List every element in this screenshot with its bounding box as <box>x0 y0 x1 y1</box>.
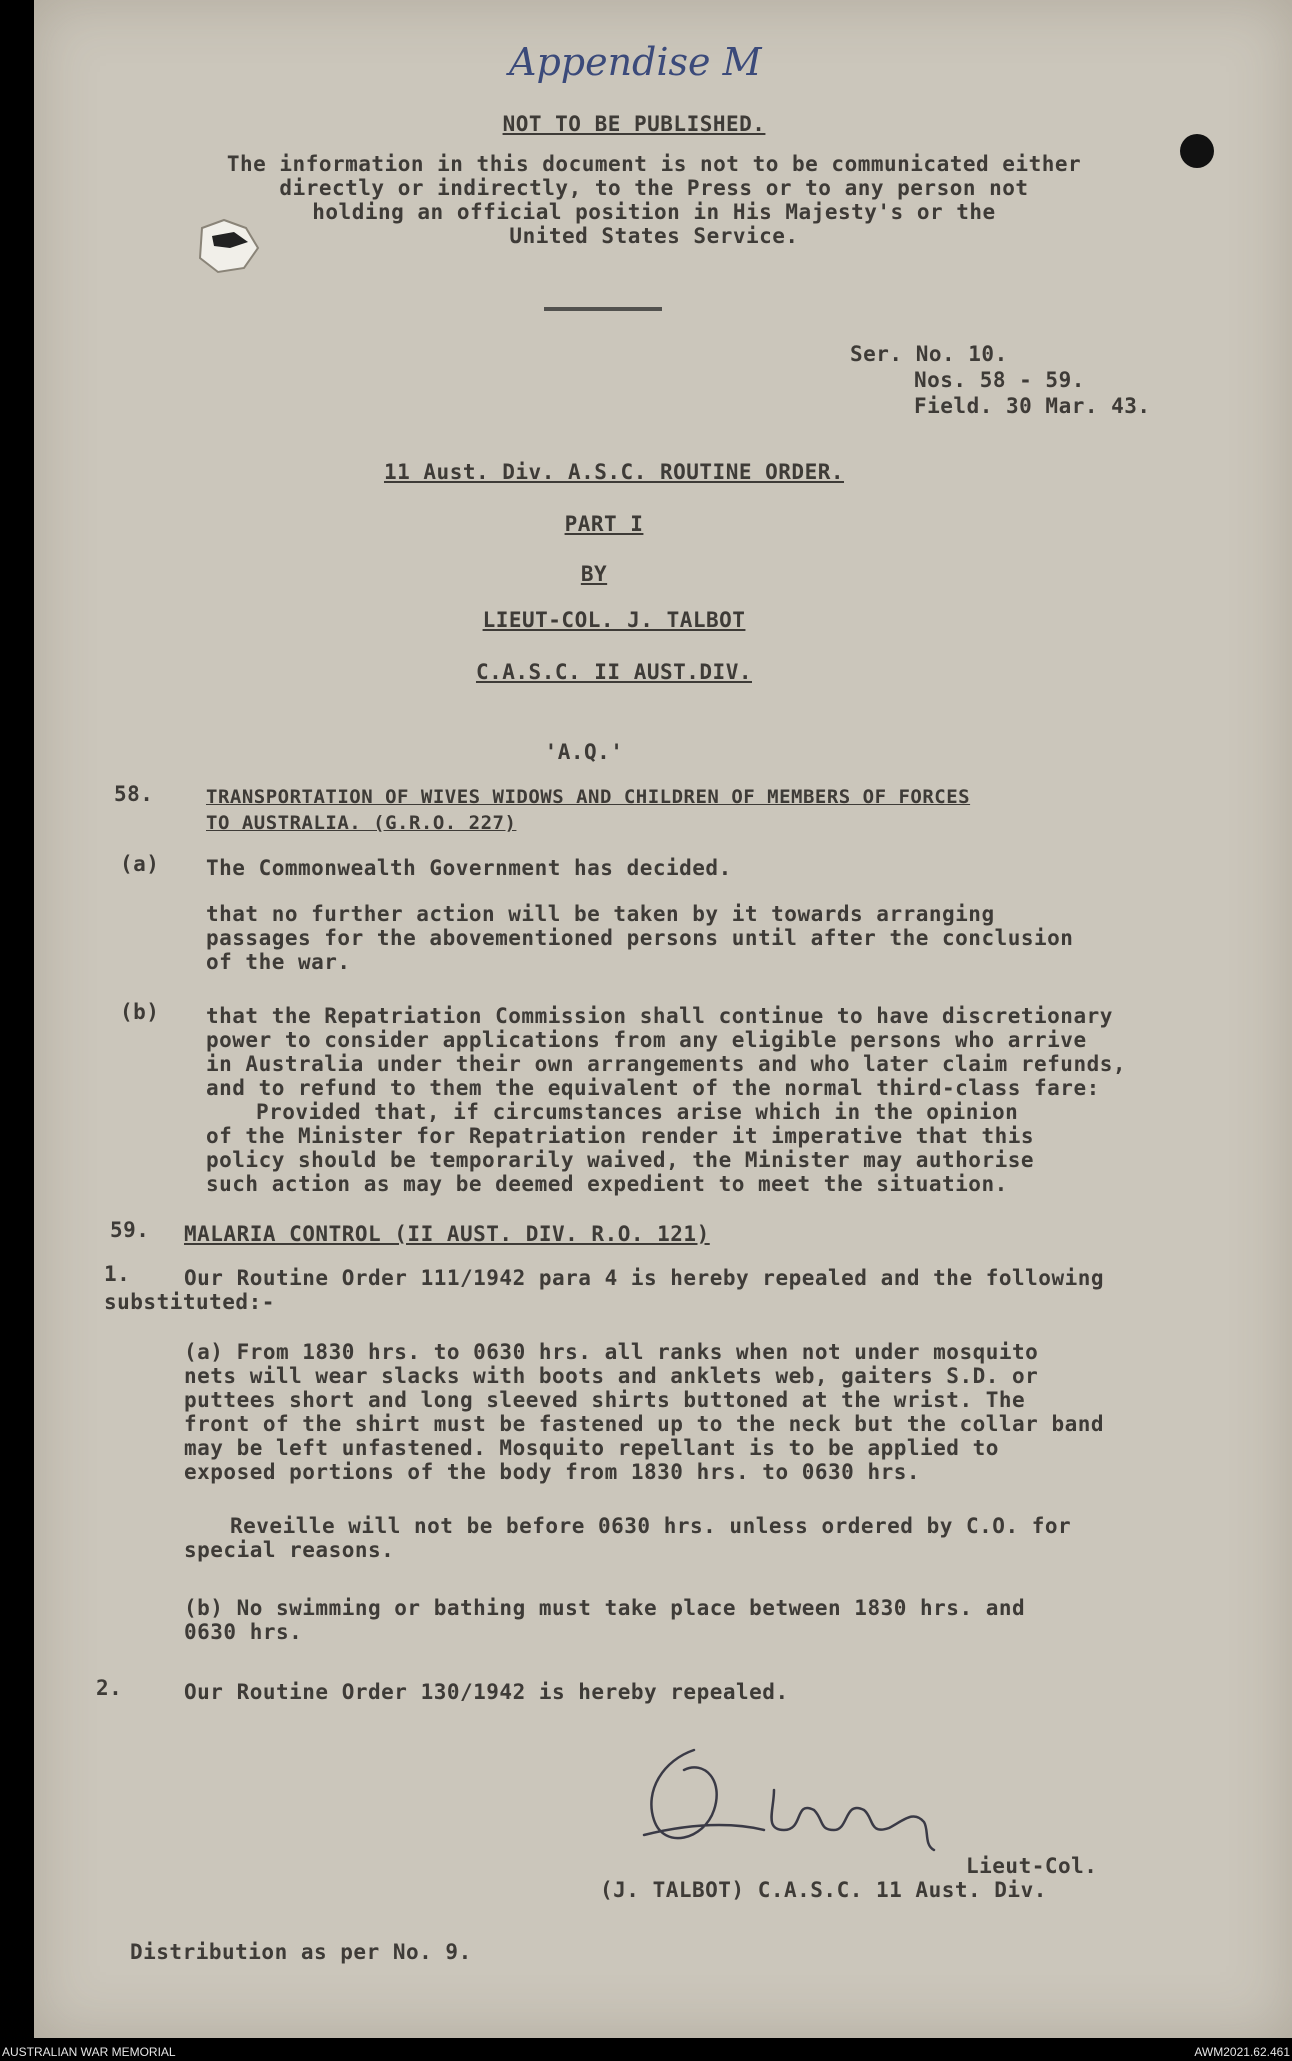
security-heading: NOT TO BE PUBLISHED. <box>502 112 766 136</box>
para-line: of the Minister for Repatriation render it imperative that this <box>206 1124 1035 1148</box>
para-line: Reveille will not be before 0630 hrs. unless ordered by C.O. for <box>230 1514 1072 1538</box>
item-number: 58. <box>114 782 154 806</box>
archive-reference: AWM2021.62.461 <box>1194 2045 1290 2059</box>
para-line: substituted:- <box>104 1290 275 1314</box>
handwritten-annotation: Appendise M <box>509 40 762 84</box>
para-line: Our Routine Order 111/1942 para 4 is hereby repealed and the following <box>184 1266 1105 1290</box>
para-line: of the war. <box>206 950 351 974</box>
item-heading: TO AUSTRALIA. (G.R.O. 227) <box>206 812 517 834</box>
document-page <box>34 0 1292 2038</box>
para-line: policy should be temporarily waived, the Minister may authorise <box>206 1148 1035 1172</box>
para-line: power to consider applications from any eligible persons who arrive <box>206 1028 1087 1052</box>
notice-line: The information in this document is not to be communicated either <box>226 152 1082 176</box>
by-line: BY <box>580 562 608 586</box>
para-line: that no further action will be taken by it towards arranging <box>206 902 995 926</box>
notice-line: holding an official position in His Majesty's or the <box>312 200 996 224</box>
divider <box>544 307 662 311</box>
archive-name: AUSTRALIAN WAR MEMORIAL <box>2 2045 176 2059</box>
para-line: 0630 hrs. <box>184 1620 303 1644</box>
item-number: 59. <box>110 1218 150 1242</box>
para-line: nets will wear slacks with boots and anklets web, gaiters S.D. or <box>184 1364 1039 1388</box>
para-line: Our Routine Order 130/1942 is hereby repealed. <box>184 1680 789 1704</box>
signature <box>624 1740 954 1870</box>
order-title: 11 Aust. Div. A.S.C. ROUTINE ORDER. <box>383 460 844 484</box>
officer-name: LIEUT-COL. J. TALBOT <box>482 608 746 632</box>
para-line: The Commonwealth Government has decided. <box>206 856 732 880</box>
para-number: 1. <box>104 1262 131 1286</box>
para-label: (b) <box>120 1000 160 1024</box>
notice-line: directly or indirectly, to the Press or to any person not <box>279 176 1029 200</box>
para-line: puttees short and long sleeved shirts buttoned at the wrist. The <box>184 1388 1026 1412</box>
item-heading: MALARIA CONTROL (II AUST. DIV. R.O. 121) <box>184 1222 710 1246</box>
para-line: in Australia under their own arrangements and who later claim refunds, <box>206 1052 1127 1076</box>
para-line: may be left unfastened. Mosquito repellant is to be applied to <box>184 1436 999 1460</box>
signoff-rank: Lieut-Col. <box>966 1854 1098 1878</box>
para-line: that the Repatriation Commission shall continue to have discretionary <box>206 1004 1113 1028</box>
serial-number: Ser. No. 10. <box>850 342 1008 366</box>
officer-position: C.A.S.C. II AUST.DIV. <box>475 660 752 684</box>
item-heading: TRANSPORTATION OF WIVES WIDOWS AND CHILDREN OF MEMBERS OF FORCES <box>206 786 971 808</box>
para-line: and to refund to them the equivalent of the normal third-class fare: <box>206 1076 1100 1100</box>
notice-line: United States Service. <box>509 224 799 248</box>
para-line: (a) From 1830 hrs. to 0630 hrs. all ranks when not under mosquito <box>184 1340 1039 1364</box>
para-line: Provided that, if circumstances arise which in the opinion <box>256 1100 1019 1124</box>
distribution-note: Distribution as per No. 9. <box>130 1940 472 1964</box>
para-line: front of the shirt must be fastened up to the neck but the collar band <box>184 1412 1105 1436</box>
para-line: passages for the abovementioned persons until after the conclusion <box>206 926 1074 950</box>
para-line: (b) No swimming or bathing must take place between 1830 hrs. and <box>184 1596 1026 1620</box>
signoff-name: (J. TALBOT) C.A.S.C. 11 Aust. Div. <box>600 1878 1047 1902</box>
para-line: special reasons. <box>184 1538 395 1562</box>
para-line: exposed portions of the body from 1830 hrs. to 0630 hrs. <box>184 1460 921 1484</box>
part-title: PART I <box>564 512 644 536</box>
para-label: (a) <box>120 852 160 876</box>
para-line: such action as may be deemed expedient to meet the situation. <box>206 1172 1008 1196</box>
para-number: 2. <box>96 1676 123 1700</box>
order-numbers: Nos. 58 - 59. <box>914 368 1085 392</box>
archive-footer <box>0 2044 1292 2061</box>
field-date: Field. 30 Mar. 43. <box>914 394 1151 418</box>
section-label: 'A.Q.' <box>544 740 624 764</box>
